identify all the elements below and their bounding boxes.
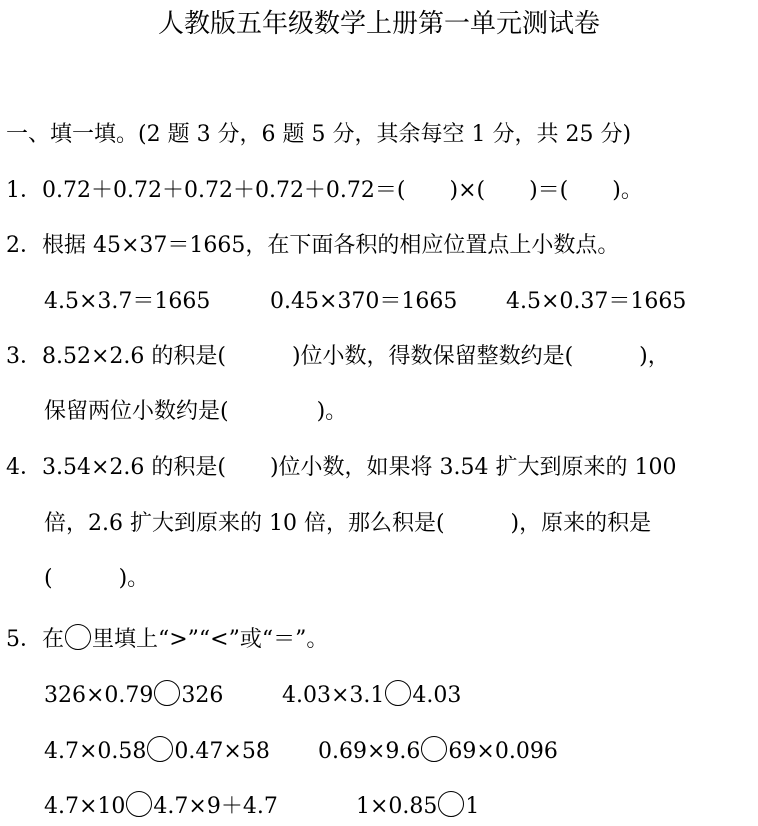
question-2-item-3: 4.5×0.37＝1665 <box>506 289 687 314</box>
compare-left: 4.7×0.58 <box>44 739 147 764</box>
question-2: 2．根据 45×37＝1665，在下面各积的相应位置点上小数点。 <box>6 233 620 258</box>
compare-left: 326×0.79 <box>44 683 154 708</box>
compare-right: 69×0.096 <box>448 739 558 764</box>
question-4-line-2: 倍，2.6 扩大到原来的 10 倍，那么积是( )，原来的积是 <box>44 511 652 536</box>
compare-left: 4.7×10 <box>44 794 126 819</box>
question-4-line-1: 4．3.54×2.6 的积是( )位小数，如果将 3.54 扩大到原来的 100 <box>6 455 677 480</box>
compare-right: 326 <box>181 683 224 708</box>
compare-row-3b <box>356 791 479 821</box>
question-3-line-1: 3．8.52×2.6 的积是( )位小数，得数保留整数约是( )， <box>6 344 670 369</box>
compare-circle-icon[interactable] <box>154 680 180 706</box>
compare-right: 1 <box>465 794 480 819</box>
compare-right: 0.47×58 <box>174 739 270 764</box>
compare-right: 4.7×9＋4.7 <box>153 794 278 819</box>
question-1: 1．0.72＋0.72＋0.72＋0.72＋0.72＝( )×( )＝( )。 <box>6 178 643 203</box>
compare-circle-icon[interactable] <box>385 680 411 706</box>
compare-circle-icon[interactable] <box>438 791 464 817</box>
compare-left: 1×0.85 <box>356 794 438 819</box>
question-2-item-2: 0.45×370＝1665 <box>270 289 458 314</box>
compare-circle-icon[interactable] <box>126 791 152 817</box>
question-2-item-1: 4.5×3.7＝1665 <box>44 289 211 314</box>
question-4-line-3: ( )。 <box>44 566 150 591</box>
question-5-instruction <box>6 624 328 654</box>
page-title: 人教版五年级数学上册第一单元测试卷 <box>157 9 600 39</box>
compare-row-1 <box>44 680 223 710</box>
compare-left: 4.03×3.1 <box>282 683 385 708</box>
question-5-prefix: 5．在 <box>6 627 64 652</box>
compare-row-2 <box>44 736 270 766</box>
compare-circle-icon[interactable] <box>147 736 173 762</box>
compare-right: 4.03 <box>412 683 462 708</box>
compare-row-3 <box>44 791 278 821</box>
question-3-line-2: 保留两位小数约是( )。 <box>44 399 348 424</box>
compare-row-2b <box>318 736 558 766</box>
compare-circle-icon[interactable] <box>421 736 447 762</box>
compare-circle-icon <box>65 624 91 650</box>
compare-left: 0.69×9.6 <box>318 739 421 764</box>
question-5-suffix: 里填上“>”“<”或“＝”。 <box>92 627 329 652</box>
section-heading: 一、填一填。(2 题 3 分，6 题 5 分，其余每空 1 分，共 25 分) <box>6 122 632 147</box>
compare-row-1b <box>282 680 461 710</box>
